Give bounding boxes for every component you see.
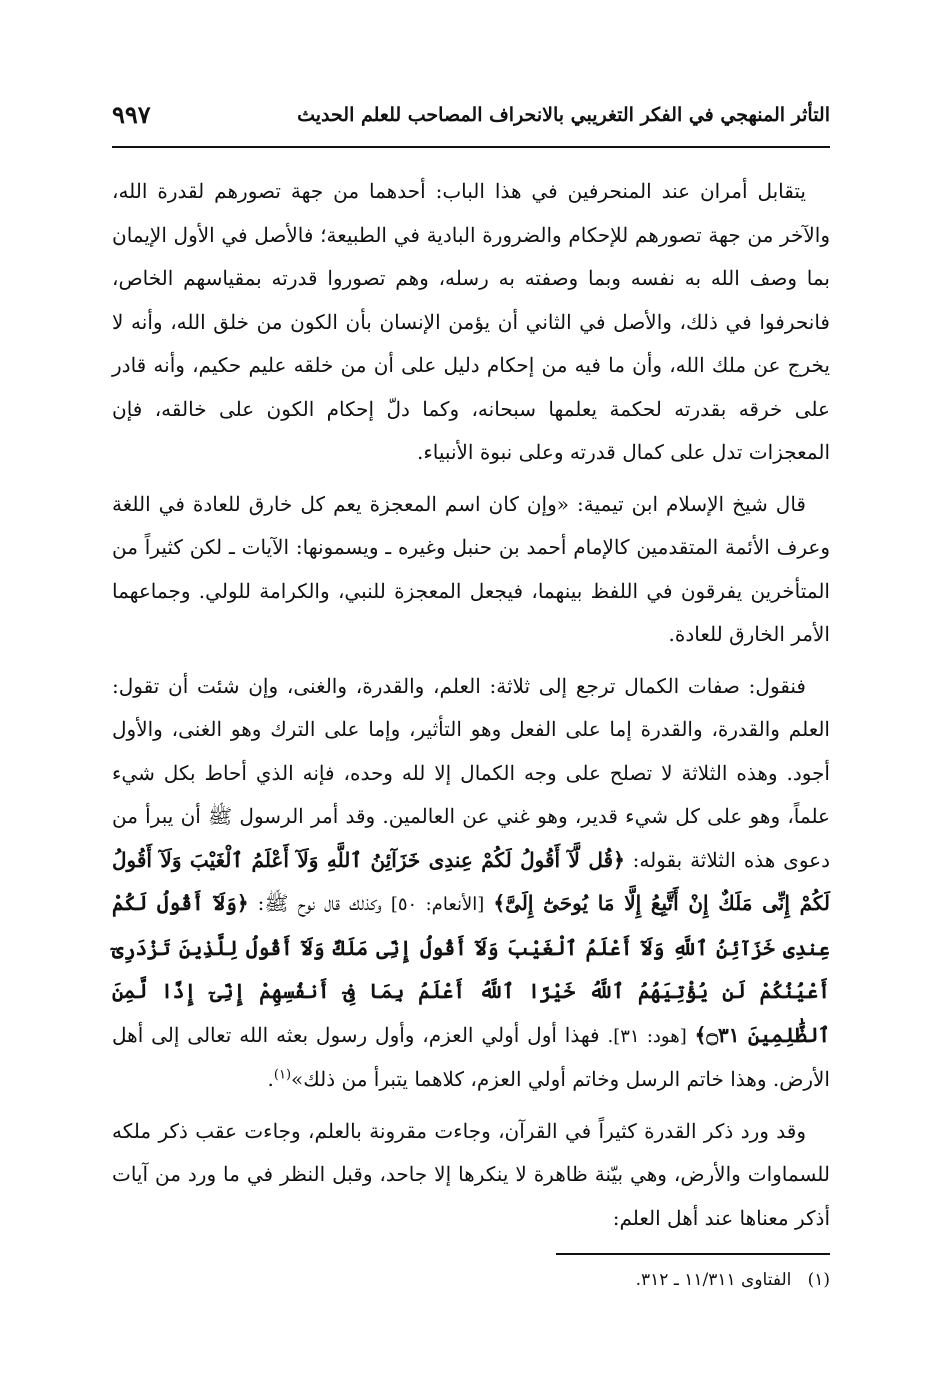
footnote-text: الفتاوى ١١/٣١١ ـ ٣١٢. bbox=[635, 1270, 792, 1290]
paragraph-3 bbox=[112, 665, 830, 1102]
footnote bbox=[112, 1266, 830, 1294]
paragraph-3-text-3: فهذا أول أولي العزم، وأول رسول بعثه الله تعالى إلى أهل الأرض. وهذا خاتم الرسل وخاتم أولي العزم، كلاهما يتبرأ من ذلك» bbox=[112, 1022, 830, 1091]
page-number: ٩٩٧ bbox=[112, 100, 151, 129]
paragraph-4: وقد ورد ذكر القدرة كثيراً في القرآن، وجاءت مقرونة بالعلم، وجاءت عقب ذكر ملكه للسماوات والأرض، وهي بيّنة ظاهرة لا ينكرها إلا جاحد، وقبل النظر في ما ورد من آيات أذكر معناها عند أهل العلم: bbox=[112, 1118, 830, 1230]
quran-verse-hud: ﴿وَلَآ أَقُولُ لَكُمْ عِندِى خَزَآئِنُ ٱللَّهِ وَلَآ أَعْلَمُ ٱلْغَيْبَ وَلَآ أَقُولُ إِنِّى مَلَكٌ وَلَآ أَقُولُ لِلَّذِينَ تَزْدَرِىٓ أَعْيُنُكُمْ لَن يُؤْتِيَهُمُ ٱللَّهُ خَيْرًا ٱللَّهُ أَعْلَمُ بِمَا فِىٓ أَنفُسِهِمْ إِنِّىٓ إِذًا لَّمِنَ ٱلظَّٰلِمِينَ ۝٣١﴾ bbox=[112, 891, 831, 1047]
paragraph-1: يتقابل أمران عند المنحرفين في هذا الباب: أحدهما من جهة تصورهم لقدرة الله، والآخر من جهة تصورهم للإحكام والضرورة البادية في الطبيعة؛ فالأصل في الأول الإيمان بما وصف الله به نفسه وبما وصفته به رسله، وهم تصوروا قدرته بمقياسهم الخاص، فانحرفوا في ذلك، والأصل في الثاني أن يؤمن الإنسان بأن الكون من خلق الله، وأنه لا يخرج عن ملك الله، وأن ما فيه من إحكام دليل على أن من خلقه عليم حكيم، وأنه قادر على خرقه بقدرته لحكمة يعلمها سبحانه، وكما دلّ إحكام الكون على خالقه، فإن المعجزات تدل على كمال قدرته وعلى نبوة الأنبياء. bbox=[112, 179, 830, 464]
verse-reference-hud: [هود: ٣١]. bbox=[607, 1025, 687, 1047]
running-header bbox=[112, 100, 830, 140]
verse-reference-anam: [الأنعام: ٥٠] bbox=[390, 894, 485, 915]
paragraph-2: قال شيخ الإسلام ابن تيمية: «وإن كان اسم المعجزة يعم كل خارق للعادة في اللغة وعرف الأئمة المتقدمين كالإمام أحمد بن حنبل وغيره ـ ويسمونها: الآيات ـ لكن كثيراً من المتأخرين يفرقون في اللفظ بينهما، فيجعل المعجزة للنبي، والكرامة للولي. وجماعهما الأمر الخارق للعادة. bbox=[112, 491, 830, 646]
paragraph-3-text-2: وكذلك قال نوح ﷺ: bbox=[257, 891, 382, 915]
footnote-divider bbox=[556, 1253, 830, 1255]
footnote-number: (١) bbox=[807, 1270, 830, 1290]
footnote-marker: (١) bbox=[273, 1067, 292, 1083]
quran-verse-anam: ﴿قُل لَّآ أَقُولُ لَكُمْ عِندِى خَزَآئِنُ ٱللَّهِ وَلَآ أَعْلَمُ ٱلْغَيْبَ وَلَآ أَقُولُ لَكُمْ إِنِّى مَلَكٌ إِنْ أَتَّبِعُ إِلَّا مَا يُوحَىٰٓ إِلَىَّ﴾ bbox=[112, 847, 831, 915]
paragraph-3-text-1: فنقول: صفات الكمال ترجع إلى ثلاثة: العلم، والقدرة، والغنى، وإن شئت أن تقول: العلم والقدرة، والقدرة إما على الفعل وهو التأثير، وإما على الترك وهو الغنى، والأول أجود. وهذه الثلاثة لا تصلح على وجه الكمال إلا لله وحده، فإنه الذي أحاط بكل شيء علماً، وهو على كل شيء قدير، وهو غني عن العالمين. وقد أمر الرسول ﷺ أن يبرأ من دعوى هذه الثلاثة بقوله: bbox=[112, 673, 831, 872]
header-divider bbox=[112, 146, 830, 148]
running-header-title: التأثر المنهجي في الفكر التغريبي بالانحراف المصاحب للعلم الحديث bbox=[297, 104, 830, 126]
paragraph-3-end: . bbox=[267, 1067, 274, 1091]
main-text bbox=[112, 170, 830, 1248]
